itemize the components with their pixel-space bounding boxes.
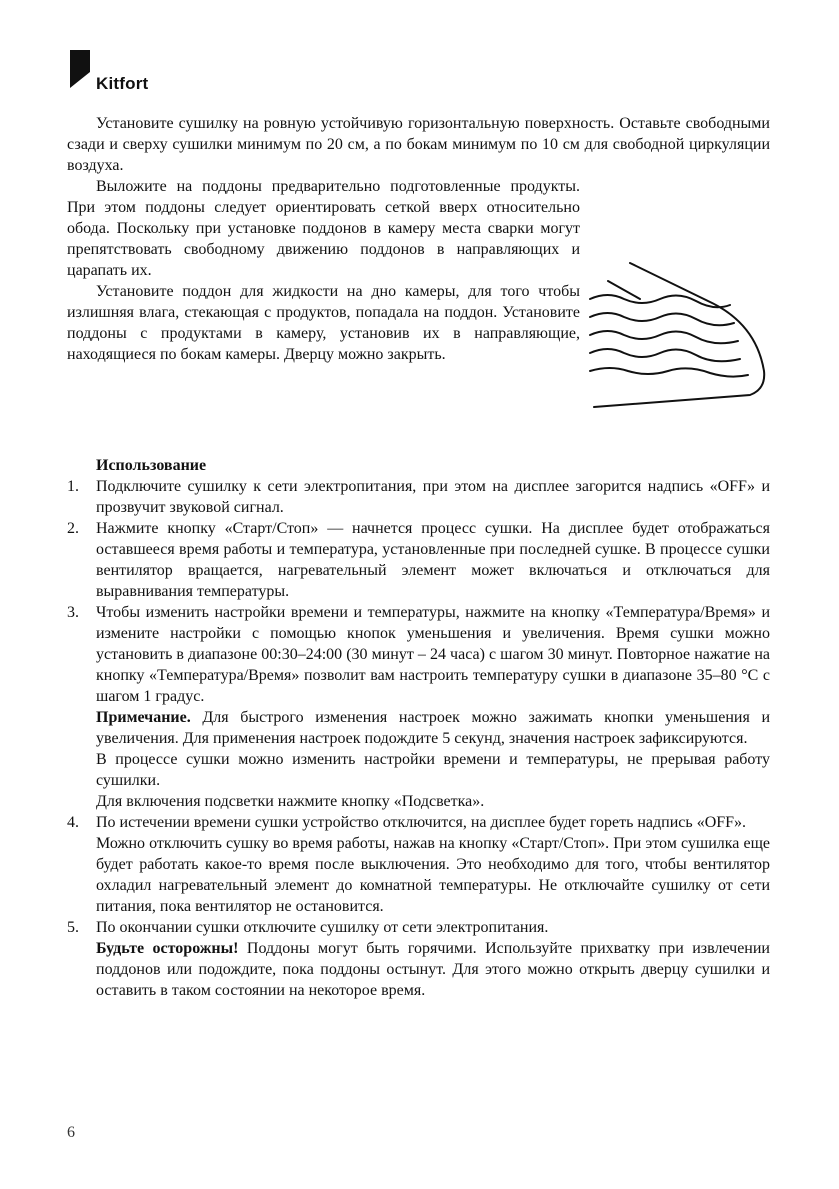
page-number: 6 <box>67 1124 75 1141</box>
section-title-usage: Использование <box>96 457 207 474</box>
step-text: Нажмите кнопку «Старт/Стоп» — начнется процесс сушки. На дисплее будет отображаться оставшееся время работы и температура, установленные при последней сушке. В процессе сушки вентилятор вращается, нагревательный элемент может включаться и отключаться для выравнивания температуры. <box>96 520 770 600</box>
step-number: 4. <box>67 814 79 831</box>
tray-illustration <box>588 261 770 437</box>
list-item <box>67 602 770 812</box>
list-item <box>67 476 770 518</box>
kitfort-logo <box>68 48 168 98</box>
step-text: Подключите сушилку к сети электропитания, при этом на дисплее загорится надпись «OFF» и прозвучит звуковой сигнал. <box>96 478 770 516</box>
intro-paragraph-2: Выложите на поддоны предварительно подготовленные продукты. При этом поддоны следует ориентировать сеткой вверх относительно обода. Поскольку при установке поддонов в камеру места сварки могут препятствовать свободному движению поддонов в направляющих и царапать их. <box>67 178 580 279</box>
warning-label: Будьте осторожны! <box>96 940 239 957</box>
kitfort-logo-mark-icon <box>68 48 92 94</box>
step-number: 5. <box>67 919 79 936</box>
list-item <box>67 812 770 917</box>
intro-paragraph-1: Установите сушилку на ровную устойчивую горизонтальную поверхность. Оставьте свободными сзади и сверху сушилки минимум по 20 см, а по бокам минимум по 10 см для свободной циркуляции воздуха. <box>67 115 770 174</box>
step-extra-text: Для включения подсветки нажмите кнопку «Подсветка». <box>96 793 485 810</box>
step-number: 1. <box>67 478 79 495</box>
step-text: По окончании сушки отключите сушилку от сети электропитания. <box>96 919 549 936</box>
step-warning <box>96 938 770 1001</box>
step-text: Чтобы изменить настройки времени и температуры, нажмите на кнопку «Температура/Время» и измените настройки с помощью кнопок уменьшения и увеличения. Время сушки можно установить в диапазоне 00:30–24:00 (30 минут – 24 часа) с шагом 30 минут. Повторное нажатие на кнопку «Температура/Время» позволит вам настроить температуру сушки в диапазоне 35–80 °С с шагом 1 градус. <box>96 604 770 705</box>
step-text: По истечении времени сушки устройство отключится, на дисплее будет гореть надпись «OFF». <box>96 814 747 831</box>
note-label: Примечание. <box>96 709 191 726</box>
brand-name: Kitfort <box>96 74 149 93</box>
warning-text: Поддоны могут быть горячими. Используйте прихватку при извлечении поддонов или подождите, пока поддоны остынут. Для этого можно открыть дверцу сушилки и оставить в таком состоянии на некоторое время. <box>96 940 770 999</box>
step-extra-text: Можно отключить сушку во время работы, нажав на кнопку «Старт/Стоп». При этом сушилка еще будет работать какое-то время после выключения. Это необходимо для того, чтобы вентилятор охладил нагревательный элемент до комнатной температуры. Не отключайте сушилку от сети питания, пока вентилятор не остановится. <box>96 835 770 915</box>
list-item <box>67 917 770 1001</box>
step-number: 2. <box>67 520 79 537</box>
list-item <box>67 518 770 602</box>
usage-steps-list <box>67 476 770 1001</box>
intro-paragraph-3: Установите поддон для жидкости на дно камеры, для того чтобы излишняя влага, стекающая с продуктов, попадала на поддон. Установите поддоны с продуктами в камеру, установив их в направляющие, находящиеся по бокам камеры. Дверцу можно закрыть. <box>67 283 580 363</box>
page-content <box>67 113 770 1001</box>
step-number: 3. <box>67 604 79 621</box>
step-note <box>96 707 770 749</box>
step-extra-text: В процессе сушки можно изменить настройки времени и температуры, не прерывая работу сушилки. <box>96 751 770 789</box>
note-text: Для быстрого изменения настроек можно зажимать кнопки уменьшения и увеличения. Для применения настроек подождите 5 секунд, значения настроек зафиксируются. <box>96 709 770 747</box>
